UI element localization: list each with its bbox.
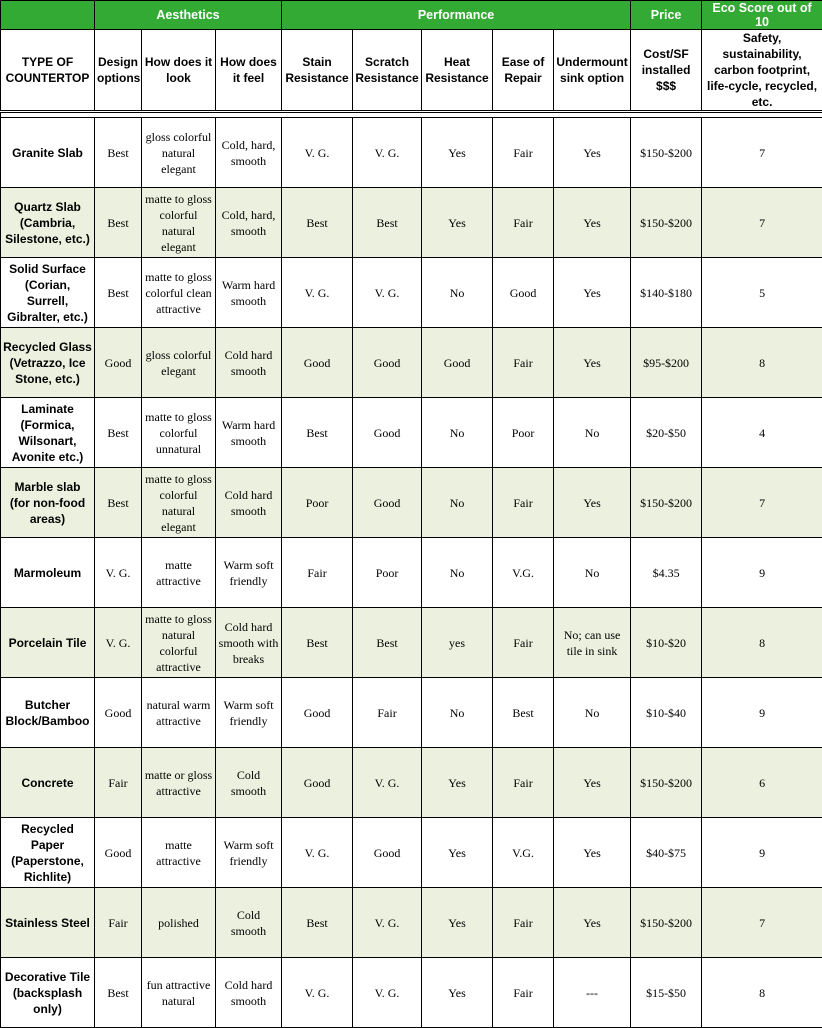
cell-repair: Poor bbox=[493, 398, 554, 468]
cell-cost: $10-$20 bbox=[631, 608, 702, 678]
cell-heat: yes bbox=[422, 608, 493, 678]
table-body bbox=[1, 118, 822, 1028]
cell-feel: Cold hard smooth bbox=[216, 328, 282, 398]
cell-design: Best bbox=[95, 118, 142, 188]
table-row bbox=[1, 748, 822, 818]
cell-heat: No bbox=[422, 538, 493, 608]
cell-sink: Yes bbox=[554, 888, 631, 958]
cell-design: V. G. bbox=[95, 608, 142, 678]
table-row bbox=[1, 398, 822, 468]
cell-cost: $150-$200 bbox=[631, 748, 702, 818]
cell-design: Best bbox=[95, 258, 142, 328]
table-row bbox=[1, 118, 822, 188]
cell-repair: Fair bbox=[493, 468, 554, 538]
cell-look: matte to gloss colorful unnatural bbox=[142, 398, 216, 468]
column-header-stain: Stain Resistance bbox=[282, 30, 353, 112]
cell-eco: 9 bbox=[702, 678, 822, 748]
cell-heat: No bbox=[422, 468, 493, 538]
cell-look: polished bbox=[142, 888, 216, 958]
group-header-performance: Performance bbox=[282, 1, 631, 30]
cell-repair: Fair bbox=[493, 748, 554, 818]
cell-design: Best bbox=[95, 958, 142, 1028]
cell-feel: Warm soft friendly bbox=[216, 818, 282, 888]
cell-stain: Best bbox=[282, 398, 353, 468]
cell-sink: No bbox=[554, 538, 631, 608]
cell-sink: Yes bbox=[554, 258, 631, 328]
cell-eco: 8 bbox=[702, 958, 822, 1028]
cell-eco: 4 bbox=[702, 398, 822, 468]
table-row bbox=[1, 538, 822, 608]
group-header-eco: Eco Score out of 10 bbox=[702, 1, 822, 30]
cell-stain: V. G. bbox=[282, 818, 353, 888]
cell-heat: No bbox=[422, 258, 493, 328]
cell-type: Laminate (Formica, Wilsonart, Avonite etc.) bbox=[1, 398, 95, 468]
group-header-blank bbox=[1, 1, 95, 30]
cell-stain: V. G. bbox=[282, 118, 353, 188]
cell-type: Marmoleum bbox=[1, 538, 95, 608]
cell-cost: $10-$40 bbox=[631, 678, 702, 748]
cell-scratch: Poor bbox=[353, 538, 422, 608]
cell-look: natural warm attractive bbox=[142, 678, 216, 748]
cell-sink: No bbox=[554, 398, 631, 468]
column-header-eco: Safety, sustainability, carbon footprint, life-cycle, recycled, etc. bbox=[702, 30, 822, 112]
cell-eco: 9 bbox=[702, 538, 822, 608]
cell-feel: Cold hard smooth bbox=[216, 468, 282, 538]
cell-stain: Best bbox=[282, 608, 353, 678]
cell-heat: Yes bbox=[422, 188, 493, 258]
cell-type: Stainless Steel bbox=[1, 888, 95, 958]
cell-type: Solid Surface (Corian, Surrell, Gibralter, etc.) bbox=[1, 258, 95, 328]
cell-scratch: Best bbox=[353, 188, 422, 258]
cell-heat: No bbox=[422, 678, 493, 748]
cell-scratch: Good bbox=[353, 818, 422, 888]
cell-scratch: Good bbox=[353, 468, 422, 538]
cell-scratch: Best bbox=[353, 608, 422, 678]
cell-repair: V.G. bbox=[493, 538, 554, 608]
column-header-type: TYPE OF COUNTERTOP bbox=[1, 30, 95, 112]
cell-look: matte to gloss colorful natural elegant bbox=[142, 188, 216, 258]
cell-repair: Fair bbox=[493, 188, 554, 258]
cell-look: matte to gloss colorful clean attractive bbox=[142, 258, 216, 328]
cell-feel: Warm hard smooth bbox=[216, 258, 282, 328]
cell-look: matte attractive bbox=[142, 538, 216, 608]
cell-sink: Yes bbox=[554, 748, 631, 818]
cell-cost: $150-$200 bbox=[631, 888, 702, 958]
cell-design: Best bbox=[95, 188, 142, 258]
cell-type: Recycled Paper (Paperstone, Richlite) bbox=[1, 818, 95, 888]
cell-design: Good bbox=[95, 818, 142, 888]
column-header-heat: Heat Resistance bbox=[422, 30, 493, 112]
cell-type: Concrete bbox=[1, 748, 95, 818]
cell-stain: Best bbox=[282, 188, 353, 258]
cell-scratch: V. G. bbox=[353, 888, 422, 958]
cell-feel: Warm hard smooth bbox=[216, 398, 282, 468]
column-header-design: Design options bbox=[95, 30, 142, 112]
cell-scratch: V. G. bbox=[353, 748, 422, 818]
cell-sink: Yes bbox=[554, 468, 631, 538]
cell-feel: Cold hard smooth with breaks bbox=[216, 608, 282, 678]
cell-eco: 8 bbox=[702, 328, 822, 398]
cell-cost: $150-$200 bbox=[631, 118, 702, 188]
cell-heat: No bbox=[422, 398, 493, 468]
cell-eco: 8 bbox=[702, 608, 822, 678]
cell-heat: Yes bbox=[422, 118, 493, 188]
cell-stain: Good bbox=[282, 328, 353, 398]
table-row bbox=[1, 958, 822, 1028]
cell-sink: No bbox=[554, 678, 631, 748]
cell-sink: Yes bbox=[554, 818, 631, 888]
cell-look: gloss colorful natural elegant bbox=[142, 118, 216, 188]
cell-design: V. G. bbox=[95, 538, 142, 608]
table-row bbox=[1, 678, 822, 748]
cell-repair: V.G. bbox=[493, 818, 554, 888]
group-header-row bbox=[1, 1, 822, 30]
cell-look: matte to gloss colorful natural elegant bbox=[142, 468, 216, 538]
cell-eco: 7 bbox=[702, 468, 822, 538]
cell-feel: Warm soft friendly bbox=[216, 538, 282, 608]
cell-sink: Yes bbox=[554, 328, 631, 398]
column-header-sink: Undermount sink option bbox=[554, 30, 631, 112]
cell-look: matte attractive bbox=[142, 818, 216, 888]
cell-look: gloss colorful elegant bbox=[142, 328, 216, 398]
cell-heat: Yes bbox=[422, 888, 493, 958]
cell-feel: Cold smooth bbox=[216, 748, 282, 818]
table-row bbox=[1, 888, 822, 958]
cell-scratch: V. G. bbox=[353, 118, 422, 188]
cell-cost: $20-$50 bbox=[631, 398, 702, 468]
column-header-row bbox=[1, 30, 822, 112]
cell-repair: Fair bbox=[493, 608, 554, 678]
cell-design: Fair bbox=[95, 888, 142, 958]
cell-stain: Good bbox=[282, 748, 353, 818]
cell-heat: Yes bbox=[422, 958, 493, 1028]
column-header-feel: How does it feel bbox=[216, 30, 282, 112]
cell-repair: Fair bbox=[493, 118, 554, 188]
group-header-aesthetics: Aesthetics bbox=[95, 1, 282, 30]
cell-sink: --- bbox=[554, 958, 631, 1028]
column-header-scratch: Scratch Resistance bbox=[353, 30, 422, 112]
cell-look: matte or gloss attractive bbox=[142, 748, 216, 818]
cell-stain: Good bbox=[282, 678, 353, 748]
cell-cost: $15-$50 bbox=[631, 958, 702, 1028]
cell-scratch: V. G. bbox=[353, 258, 422, 328]
cell-stain: V. G. bbox=[282, 258, 353, 328]
cell-sink: No; can use tile in sink bbox=[554, 608, 631, 678]
cell-repair: Fair bbox=[493, 888, 554, 958]
cell-design: Good bbox=[95, 678, 142, 748]
table-row bbox=[1, 328, 822, 398]
cell-repair: Fair bbox=[493, 958, 554, 1028]
table-row bbox=[1, 608, 822, 678]
cell-heat: Good bbox=[422, 328, 493, 398]
cell-scratch: Fair bbox=[353, 678, 422, 748]
cell-sink: Yes bbox=[554, 188, 631, 258]
column-header-repair: Ease of Repair bbox=[493, 30, 554, 112]
table-row bbox=[1, 188, 822, 258]
cell-cost: $150-$200 bbox=[631, 188, 702, 258]
cell-eco: 7 bbox=[702, 188, 822, 258]
cell-type: Butcher Block/Bamboo bbox=[1, 678, 95, 748]
cell-feel: Cold, hard, smooth bbox=[216, 118, 282, 188]
cell-type: Marble slab (for non-food areas) bbox=[1, 468, 95, 538]
group-header-price: Price bbox=[631, 1, 702, 30]
cell-repair: Good bbox=[493, 258, 554, 328]
cell-feel: Cold hard smooth bbox=[216, 958, 282, 1028]
cell-design: Good bbox=[95, 328, 142, 398]
table-row bbox=[1, 258, 822, 328]
table-row bbox=[1, 818, 822, 888]
cell-scratch: V. G. bbox=[353, 958, 422, 1028]
cell-eco: 7 bbox=[702, 888, 822, 958]
cell-feel: Cold, hard, smooth bbox=[216, 188, 282, 258]
cell-heat: Yes bbox=[422, 818, 493, 888]
cell-cost: $4.35 bbox=[631, 538, 702, 608]
cell-stain: Fair bbox=[282, 538, 353, 608]
column-header-look: How does it look bbox=[142, 30, 216, 112]
cell-design: Best bbox=[95, 398, 142, 468]
cell-scratch: Good bbox=[353, 328, 422, 398]
cell-look: matte to gloss natural colorful attractive bbox=[142, 608, 216, 678]
cell-cost: $40-$75 bbox=[631, 818, 702, 888]
cell-eco: 5 bbox=[702, 258, 822, 328]
table-row bbox=[1, 468, 822, 538]
cell-scratch: Good bbox=[353, 398, 422, 468]
cell-design: Fair bbox=[95, 748, 142, 818]
cell-eco: 7 bbox=[702, 118, 822, 188]
cell-look: fun attractive natural bbox=[142, 958, 216, 1028]
cell-cost: $150-$200 bbox=[631, 468, 702, 538]
cell-eco: 9 bbox=[702, 818, 822, 888]
cell-type: Porcelain Tile bbox=[1, 608, 95, 678]
cell-eco: 6 bbox=[702, 748, 822, 818]
cell-stain: Best bbox=[282, 888, 353, 958]
cell-type: Recycled Glass (Vetrazzo, Ice Stone, etc.) bbox=[1, 328, 95, 398]
cell-repair: Best bbox=[493, 678, 554, 748]
cell-type: Decorative Tile (backsplash only) bbox=[1, 958, 95, 1028]
cell-feel: Warm soft friendly bbox=[216, 678, 282, 748]
cell-design: Best bbox=[95, 468, 142, 538]
cell-cost: $95-$200 bbox=[631, 328, 702, 398]
cell-stain: V. G. bbox=[282, 958, 353, 1028]
cell-type: Quartz Slab (Cambria, Silestone, etc.) bbox=[1, 188, 95, 258]
cell-sink: Yes bbox=[554, 118, 631, 188]
cell-heat: Yes bbox=[422, 748, 493, 818]
cell-feel: Cold smooth bbox=[216, 888, 282, 958]
cell-type: Granite Slab bbox=[1, 118, 95, 188]
cell-repair: Fair bbox=[493, 328, 554, 398]
column-header-cost: Cost/SF installed $$$ bbox=[631, 30, 702, 112]
cell-cost: $140-$180 bbox=[631, 258, 702, 328]
cell-stain: Poor bbox=[282, 468, 353, 538]
